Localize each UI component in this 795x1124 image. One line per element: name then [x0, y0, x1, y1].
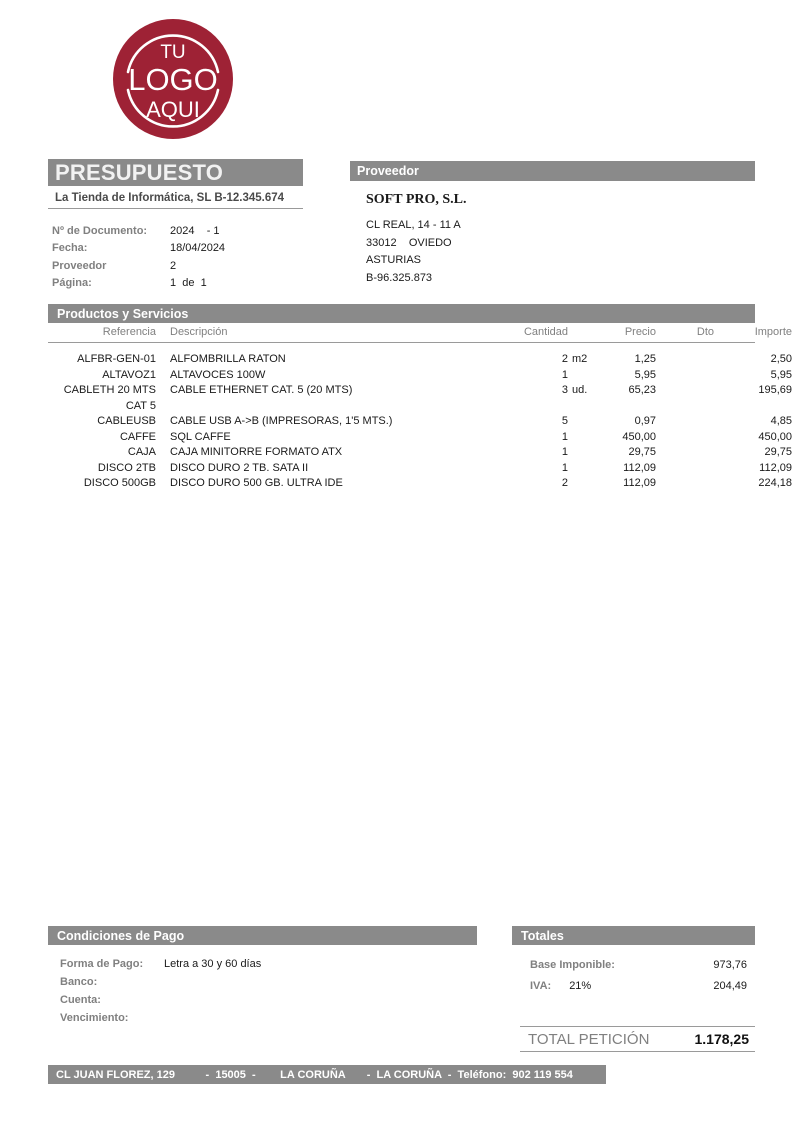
cell-precio: 450,00	[622, 430, 656, 443]
footer-address-text: CL JUAN FLOREZ, 129 - 15005 - LA CORUÑA - LA CORUÑA - Teléfono: 902 119 554	[56, 1068, 573, 1081]
products-table-body	[48, 343, 792, 492]
column-header-referencia: Referencia	[102, 326, 156, 339]
payment-header-label: Condiciones de Pago	[57, 928, 185, 943]
document-title-bar	[48, 159, 303, 186]
table-row	[48, 352, 792, 368]
cell-precio: 29,75	[628, 446, 656, 458]
cell-descripcion: CABLE USB A->B (IMPRESORAS, 1'5 MTS.)	[170, 415, 393, 427]
payment-row-vencimiento	[60, 1009, 480, 1027]
totals-value-base: 973,76	[713, 958, 747, 971]
cell-cantidad: 5	[561, 415, 568, 427]
cell-referencia: DISCO 500GB	[83, 477, 156, 489]
column-header-importe: Importe	[754, 326, 792, 339]
cell-descripcion: ALFOMBRILLA RATON	[170, 353, 286, 365]
totals-rate-iva: 21%	[569, 979, 592, 992]
column-header-cantidad: Cantidad	[523, 326, 568, 339]
cell-unidad: m2	[572, 353, 588, 365]
totals-header-label: Totales	[521, 928, 564, 943]
payment-label-vencimiento: Vencimiento:	[60, 1012, 129, 1024]
supplier-tax-id: B-96.325.873	[366, 271, 433, 284]
cell-cantidad: 2	[561, 353, 568, 365]
supplier-header-label: Proveedor	[357, 164, 419, 178]
supplier-address-city: 33012 OVIEDO	[366, 236, 452, 249]
cell-importe: 4,85	[770, 415, 792, 427]
table-row	[48, 368, 792, 384]
cell-precio: 5,95	[634, 368, 656, 381]
page-title: PRESUPUESTO	[55, 159, 224, 185]
supplier-details	[366, 192, 756, 289]
totals-section-header	[512, 926, 755, 945]
cell-cantidad: 2	[561, 477, 568, 489]
cell-cantidad: 1	[561, 461, 568, 474]
cell-precio: 1,25	[634, 353, 656, 365]
company-logo	[112, 18, 234, 140]
products-table	[48, 324, 792, 492]
payment-label-cuenta: Cuenta:	[60, 994, 101, 1006]
cell-referencia: CABLETH 20 MTS CAT 5	[63, 384, 156, 412]
logo-text-line1: TU	[160, 42, 186, 63]
totals-row-iva	[512, 975, 755, 996]
table-row	[48, 414, 792, 430]
table-row	[48, 430, 792, 446]
grand-total-label: TOTAL PETICIÓN	[528, 1030, 650, 1048]
meta-row-numero	[52, 222, 322, 240]
issuer-company-line: La Tienda de Informática, SL B-12.345.674	[48, 192, 303, 209]
cell-precio: 0,97	[634, 415, 656, 427]
meta-value-pagina: 1 de 1	[170, 277, 207, 290]
meta-label-fecha: Fecha:	[52, 242, 88, 255]
supplier-section-header	[350, 161, 755, 181]
totals-label-iva: IVA:	[530, 979, 552, 992]
totals-details	[512, 954, 755, 996]
cell-importe: 450,00	[758, 430, 792, 443]
logo-text-line2: LOGO	[128, 62, 218, 97]
cell-precio: 112,09	[623, 477, 656, 489]
supplier-address-province: ASTURIAS	[366, 254, 422, 266]
cell-descripcion: CABLE ETHERNET CAT. 5 (20 MTS)	[170, 384, 353, 396]
logo-text-line3: AQUI	[146, 97, 200, 122]
products-table-header-row	[48, 324, 792, 343]
payment-value-forma: Letra a 30 y 60 días	[164, 958, 262, 970]
cell-referencia: CAJA	[127, 446, 156, 458]
document-meta	[52, 222, 322, 292]
cell-precio: 65,23	[628, 384, 656, 396]
products-section-header	[48, 304, 755, 323]
cell-importe: 112,09	[759, 461, 792, 474]
meta-value-fecha: 18/04/2024	[170, 242, 226, 255]
payment-section-header	[48, 926, 477, 945]
cell-referencia: ALTAVOZ1	[102, 368, 156, 381]
cell-descripcion: SQL CAFFE	[170, 430, 231, 443]
cell-cantidad: 1	[561, 430, 568, 443]
payment-row-cuenta	[60, 991, 480, 1009]
cell-referencia: DISCO 2TB	[97, 461, 156, 474]
cell-cantidad: 1	[561, 446, 568, 458]
payment-label-banco: Banco:	[60, 976, 98, 988]
meta-label-numero: Nº de Documento:	[52, 224, 148, 237]
cell-importe: 195,69	[758, 384, 792, 396]
cell-cantidad: 3	[561, 384, 568, 396]
supplier-address-street: CL REAL, 14 - 11 A	[366, 219, 461, 231]
cell-referencia: ALFBR-GEN-01	[77, 353, 156, 365]
payment-label-forma: Forma de Pago:	[60, 958, 144, 970]
logo-graphic	[112, 18, 234, 140]
meta-value-numero: 2024 - 1	[170, 224, 220, 237]
meta-label-proveedor: Proveedor	[52, 259, 107, 272]
footer-address-bar	[48, 1065, 606, 1084]
grand-total-row	[520, 1026, 755, 1052]
payment-details	[60, 955, 480, 1027]
table-row	[48, 476, 792, 492]
cell-descripcion: CAJA MINITORRE FORMATO ATX	[170, 446, 343, 458]
cell-cantidad: 1	[561, 368, 568, 381]
payment-row-forma	[60, 955, 480, 973]
column-header-descripcion: Descripción	[170, 326, 228, 339]
cell-importe: 224,18	[758, 477, 792, 489]
meta-row-pagina	[52, 275, 322, 293]
cell-descripcion: DISCO DURO 2 TB. SATA II	[170, 461, 309, 474]
payment-row-banco	[60, 973, 480, 991]
products-header-label: Productos y Servicios	[57, 306, 189, 321]
totals-row-base	[512, 954, 755, 975]
totals-label-base: Base Imponible:	[530, 958, 615, 971]
meta-value-proveedor: 2	[170, 259, 177, 272]
table-row	[48, 461, 792, 477]
meta-row-fecha	[52, 240, 322, 258]
column-header-precio: Precio	[624, 326, 656, 339]
cell-importe: 29,75	[764, 446, 792, 458]
supplier-name: SOFT PRO, S.L.	[366, 192, 467, 207]
meta-row-proveedor	[52, 257, 322, 275]
table-row	[48, 445, 792, 461]
cell-referencia: CAFFE	[119, 430, 156, 443]
cell-precio: 112,09	[623, 461, 656, 474]
totals-value-iva: 204,49	[713, 979, 747, 992]
cell-importe: 5,95	[770, 368, 792, 381]
cell-importe: 2,50	[770, 353, 792, 365]
grand-total-value: 1.178,25	[694, 1031, 749, 1047]
cell-descripcion: ALTAVOCES 100W	[170, 368, 266, 381]
cell-referencia: CABLEUSB	[97, 415, 156, 427]
cell-unidad: ud.	[572, 384, 588, 396]
meta-label-pagina: Página:	[52, 277, 92, 290]
cell-descripcion: DISCO DURO 500 GB. ULTRA IDE	[170, 477, 343, 489]
table-row	[48, 383, 792, 414]
column-header-dto: Dto	[696, 326, 714, 339]
